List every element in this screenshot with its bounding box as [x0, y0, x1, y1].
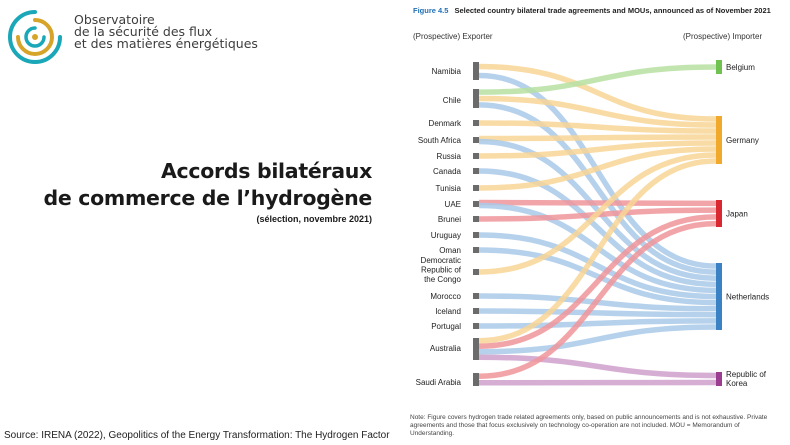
exporter-bar-canada — [473, 168, 479, 174]
importer-label-japan: Japan — [726, 209, 748, 219]
exporter-bar-south-africa — [473, 137, 479, 143]
exporter-bar-morocco — [473, 293, 479, 299]
exporter-label-uruguay: Uruguay — [430, 231, 461, 240]
flow-south-africa-to-germany — [479, 137, 716, 139]
exporter-bar-portugal — [473, 323, 479, 329]
exporter-label-brunei: Brunei — [437, 215, 461, 224]
exporter-bar-uae — [473, 201, 479, 207]
exporter-bar-russia — [473, 153, 479, 159]
org-name-line-2: de la sécurité des flux — [74, 24, 213, 39]
exporter-bar-denmark — [473, 120, 479, 126]
exporter-label-portugal: Portugal — [431, 322, 461, 331]
exporter-label-democratic-republic-of-the-congo: Democratic Republic of the Congo — [420, 256, 461, 284]
importer-header: (Prospective) Importer — [683, 32, 763, 41]
org-name-line-3: et des matières énergétiques — [74, 36, 258, 51]
exporter-bar-brunei — [473, 216, 479, 222]
slide-title-line-1: Accords bilatéraux — [160, 159, 372, 183]
exporter-label-oman: Oman — [439, 246, 461, 255]
exporter-label-morocco: Morocco — [430, 292, 461, 301]
figure-number: Figure 4.5 — [413, 6, 449, 15]
exporter-label-iceland: Iceland — [435, 307, 461, 316]
exporter-bar-oman — [473, 247, 479, 253]
exporter-label-denmark: Denmark — [428, 119, 461, 128]
exporter-bar-namibia — [473, 62, 479, 80]
exporter-label-chile: Chile — [442, 96, 461, 105]
exporter-label-uae: UAE — [444, 200, 461, 209]
exporter-label-russia: Russia — [436, 152, 461, 161]
exporter-label-saudi-arabia: Saudi Arabia — [415, 378, 461, 387]
figure-title: Selected country bilateral trade agreements and MOUs, announced as of November 2021 — [454, 6, 771, 15]
importer-bar-japan — [716, 200, 722, 227]
exporter-header: (Prospective) Exporter — [413, 32, 493, 41]
figure-note: Note: Figure covers hydrogen trade related agreements only, based on public announcements and is not exhaustive. Private agreements and those that focus exclusively on technology co-operation are not included. MOU = Memorandum of Understanding. — [410, 414, 768, 437]
importer-label-belgium: Belgium — [726, 63, 755, 72]
importer-bar-republic-of-korea — [716, 372, 722, 386]
exporter-label-canada: Canada — [432, 167, 461, 176]
exporter-bar-tunisia — [473, 185, 479, 191]
slide-title-line-2: de commerce de l’hydrogène — [43, 186, 372, 210]
exporter-bar-democratic-republic-of-the-congo — [473, 269, 479, 275]
exporter-label-australia: Australia — [429, 344, 461, 353]
org-name-line-1: Observatoire — [74, 12, 155, 27]
importer-label-netherlands: Netherlands — [726, 292, 770, 302]
importer-label-germany: Germany — [726, 136, 759, 145]
exporter-bar-australia — [473, 338, 479, 360]
slide-subtitle: (sélection, novembre 2021) — [256, 214, 372, 224]
exporter-label-namibia: Namibia — [431, 67, 461, 76]
exporter-label-tunisia: Tunisia — [435, 184, 461, 193]
flow-uae-to-japan — [479, 203, 716, 204]
flow-iceland-to-netherlands — [479, 311, 716, 315]
exporter-bar-saudi-arabia — [473, 373, 479, 386]
exporter-bar-iceland — [473, 308, 479, 314]
importer-bar-netherlands — [716, 263, 722, 330]
importer-label-republic-of-korea: Republic of Korea — [726, 370, 767, 388]
exporter-bar-chile — [473, 89, 479, 108]
source-citation: Source: IRENA (2022), Geopolitics of the Energy Transformation: The Hydrogen Factor — [4, 430, 390, 441]
importer-bar-germany — [716, 116, 722, 164]
importer-bar-belgium — [716, 60, 722, 74]
exporter-bar-uruguay — [473, 232, 479, 238]
flow-group — [479, 67, 716, 383]
exporter-label-south-africa: South Africa — [417, 136, 461, 145]
